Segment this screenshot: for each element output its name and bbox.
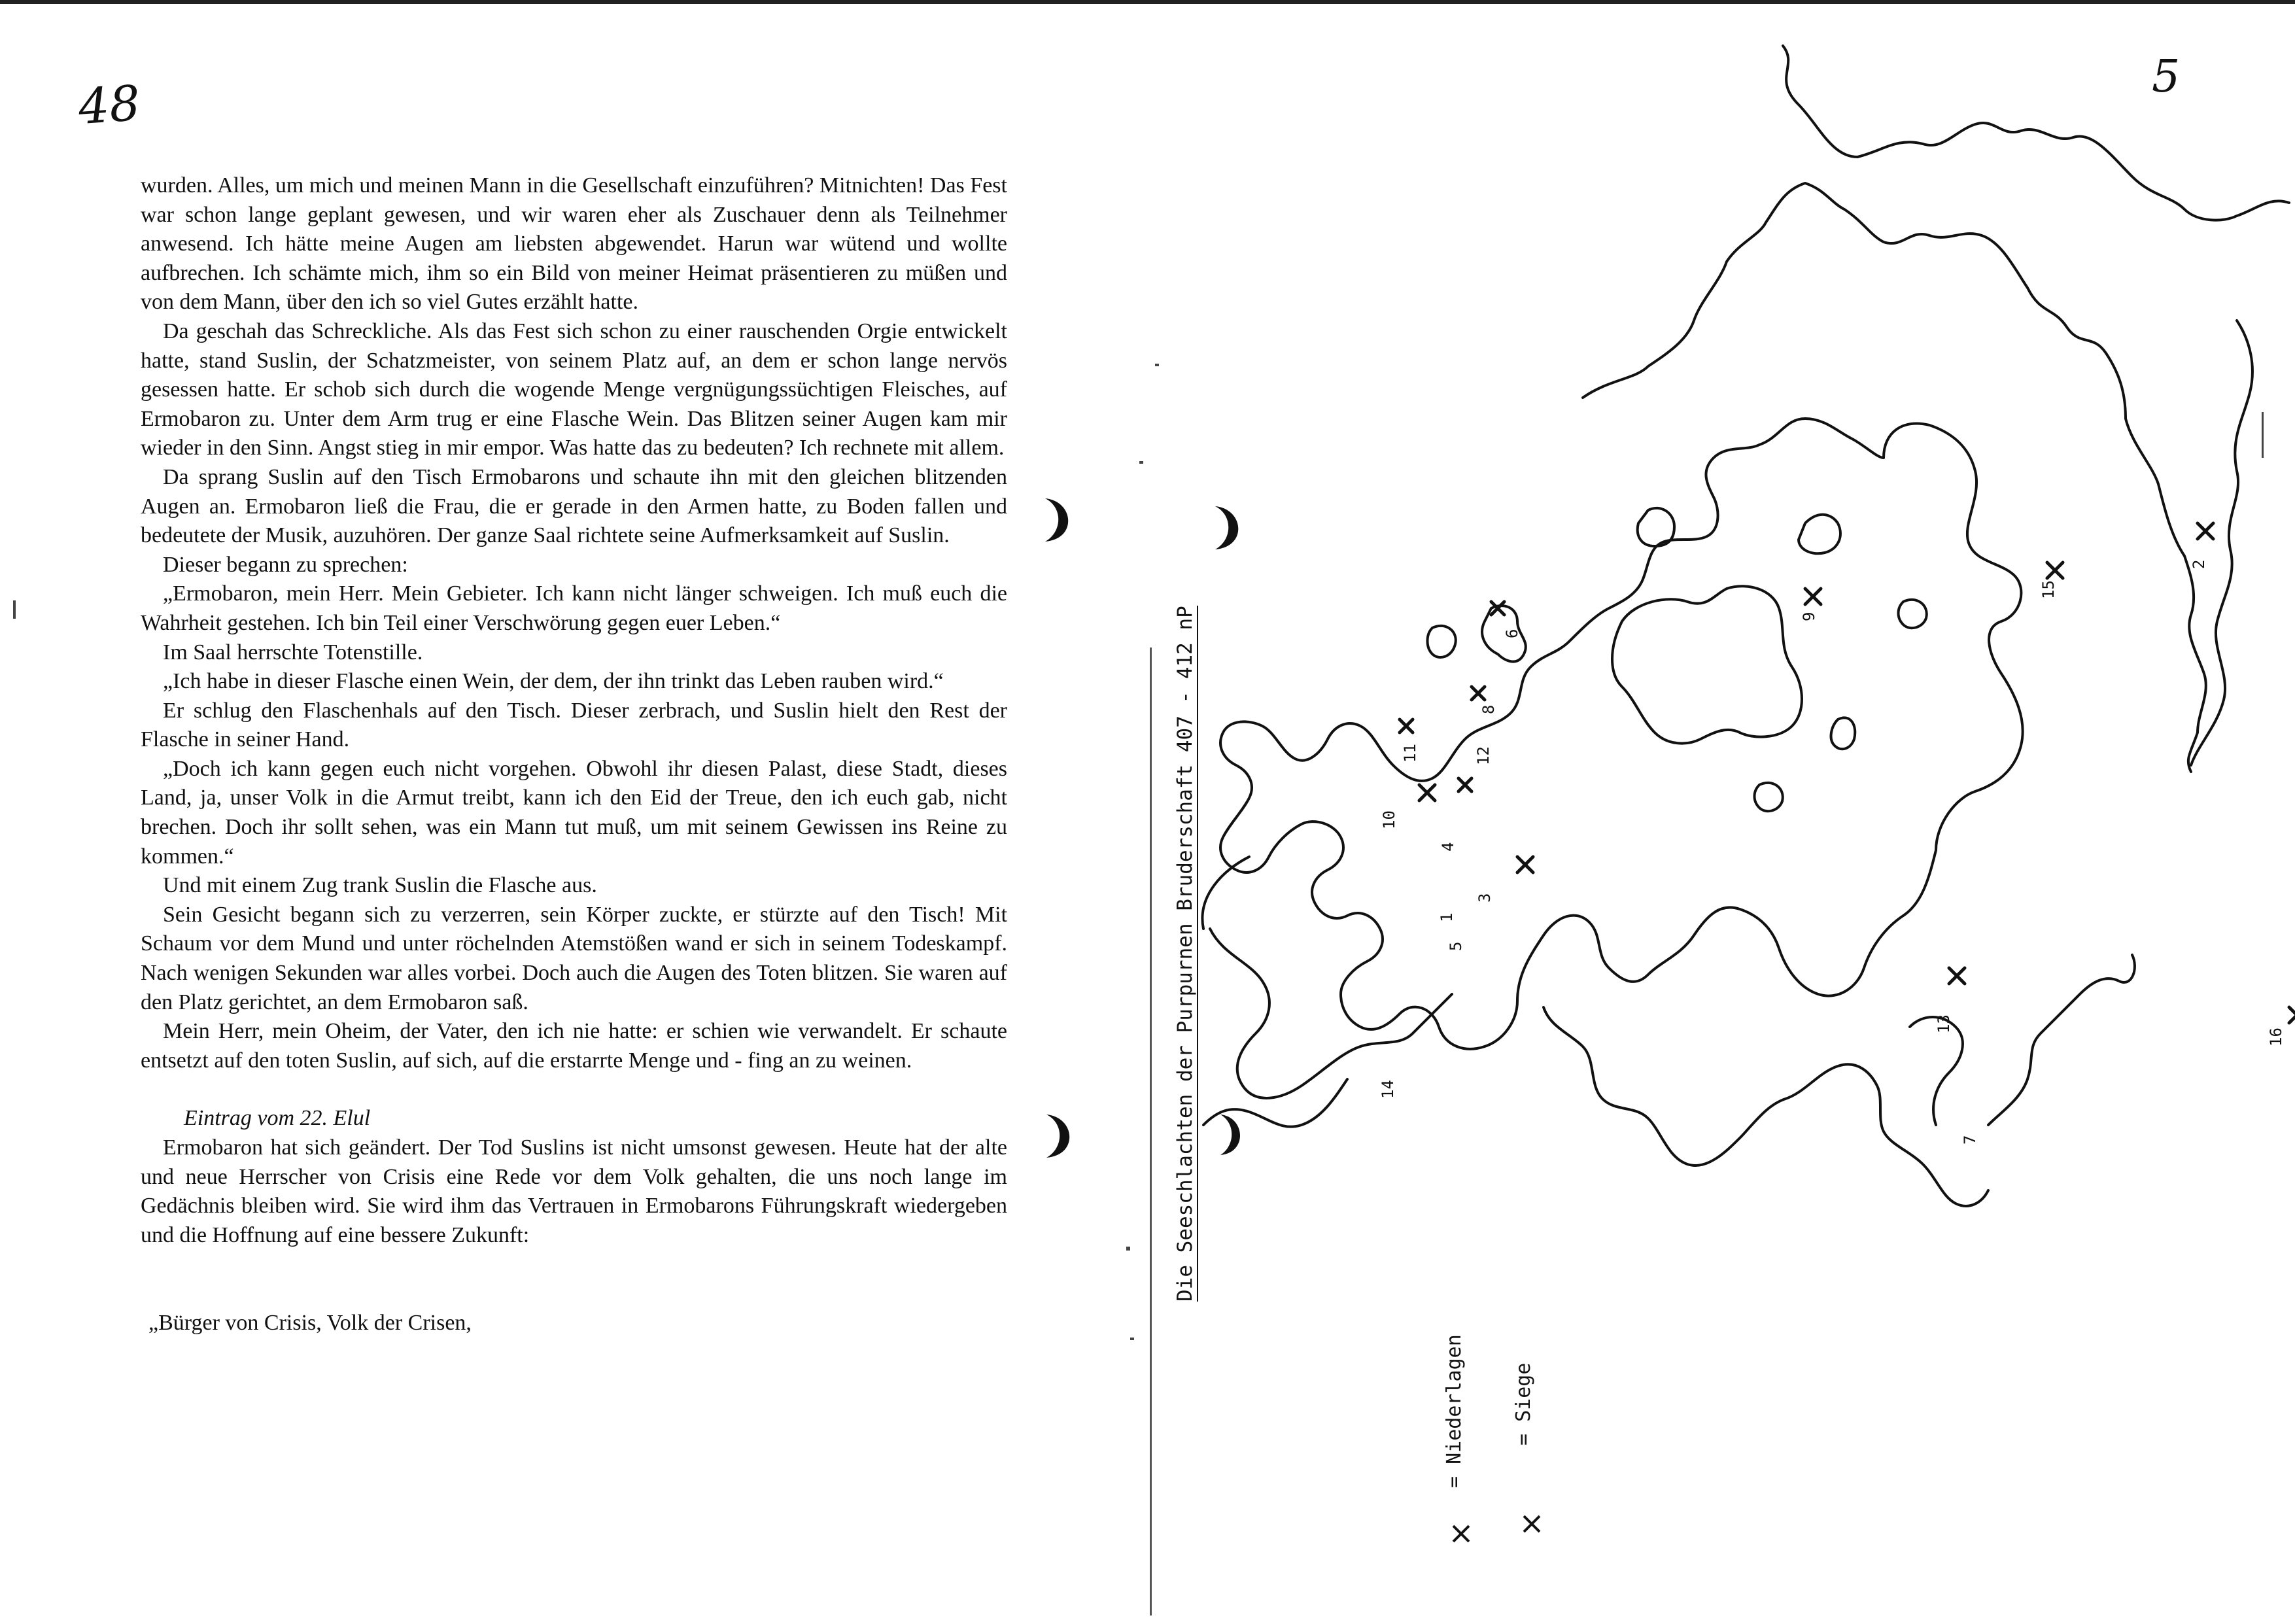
diary-entry-heading: Eintrag vom 22. Elul <box>184 1106 371 1131</box>
cross-icon <box>1472 687 1485 700</box>
cross-icon <box>1949 968 1965 984</box>
battle-label: 7 <box>1961 1135 1979 1145</box>
battle-label: 10 <box>1380 810 1398 829</box>
island <box>1831 717 1855 749</box>
cross-icon <box>2047 562 2063 578</box>
scan-speck <box>1126 1247 1130 1251</box>
island <box>1220 419 2023 1049</box>
battle-label: 15 <box>2039 580 2058 599</box>
scan-speck <box>1139 461 1143 464</box>
cross-icon <box>1419 785 1435 801</box>
coastline <box>1203 1079 1347 1127</box>
battle-label: 9 <box>1800 612 1818 621</box>
coastline <box>1583 183 2206 772</box>
naval-battles-map <box>1151 26 2295 1622</box>
cross-icon <box>2289 1007 2295 1023</box>
page-number-right: 5 <box>2152 51 2181 103</box>
text-paragraph: „Ermobaron, mein Herr. Mein Gebieter. Ich kann nicht länger schweigen. Ich muß euch die Wahrheit gestehen. Ich bin Teil einer Verschwörung gegen euer Leben.“ <box>141 581 1007 635</box>
scan-speck <box>13 600 16 619</box>
battle-label: 6 <box>1503 629 1521 638</box>
battle-label: 4 <box>1439 842 1457 852</box>
coastline <box>1210 929 1452 1098</box>
text-paragraph: Da geschah das Schreckliche. Als das Fest sich schon zu einer rauschenden Orgie entwickelt hatte, stand Suslin, der Schatzmeister, von seinem Platz auf, an dem er schon lange nervös gesessen hatte. Er schob sich durch die wogende Menge vergnügungssüchtigen Fleisches, auf Ermobaron zu. Unter dem Arm trug er eine Flasche Wein. Das Blitzen seiner Augen kam mir wieder in den Sinn. Angst stieg in mir empor. Was hatte das zu bedeuten? Ich rechnete mit allem. <box>141 319 1007 460</box>
coastline <box>1544 1007 1988 1206</box>
battle-label: 13 <box>1935 1014 1953 1033</box>
text-paragraph: Und mit einem Zug trank Suslin die Flasche aus. <box>163 873 597 898</box>
island <box>1799 515 1840 553</box>
text-paragraph: Er schlug den Flaschenhals auf den Tisch. Dieser zerbrach, und Suslin hielt den Rest der Flasche in seiner Hand. <box>141 698 1007 752</box>
map-title: Die Seeschlachten der Purpurnen Bruderschaft 407 - 412 nP <box>1173 606 1197 1302</box>
battle-label: 12 <box>1474 746 1493 765</box>
crescent-moon-icon <box>1041 1112 1080 1160</box>
text-paragraph: „Doch ich kann gegen euch nicht vorgehen. Obwohl ihr diesen Palast, diese Stadt, dieses Land, ja, unser Volk in die Armut treibt, kann ich den Eid der Treue, den ich euch gab, nicht brechen. Doch ihr sollt sehen, was ein Mann tut muß, um mit seinem Gewissen ins Reine zu kommen.“ <box>141 756 1007 869</box>
island <box>1638 508 1674 546</box>
text-paragraph: Sein Gesicht begann sich zu verzerren, sein Körper zuckte, er stürzte auf den Tisch! Mit Schaum vor dem Mund und unter röchelnden Atemstößen wand er sich in seinem Todeskampf. Nach wenigen Sekunden war alles vorbei. Doch auch die Augen des Toten blitzen. Sie waren auf den Platz gerichtet, an dem Ermobaron saß. <box>141 902 1007 1014</box>
legend-label-victories: = Siege <box>1512 1362 1535 1445</box>
text-paragraph: Mein Herr, mein Oheim, der Vater, den ich nie hatte: er schien wie verwandelt. Er schaute entsetzt auf den toten Suslin, auf sich, auf die erstarrte Menge und - fing an zu weinen. <box>141 1019 1007 1073</box>
battle-label: 8 <box>1479 704 1498 714</box>
scan-speck <box>1130 1338 1134 1340</box>
island <box>1612 586 1802 743</box>
island <box>1899 600 1927 628</box>
battle-label: 11 <box>1401 744 1419 763</box>
text-paragraph: Ermobaron hat sich geändert. Der Tod Suslins ist nicht umsonst gewesen. Heute hat der alte und neue Herrscher von Crisis eine Rede vor dem Volk gehalten, die uns noch lange im Gedächnis bleiben wird. Sie wird ihm das Vertrauen in Ermobarons Führungskraft wiedergeben und die Hoffnung auf eine bessere Zukunft: <box>141 1135 1007 1247</box>
battle-label: 2 <box>2190 559 2208 569</box>
text-paragraph: Dieser begann zu sprechen: <box>163 552 408 577</box>
battle-label: 16 <box>2267 1028 2285 1046</box>
crescent-moon-icon <box>1040 496 1079 544</box>
page-number-left: 48 <box>77 75 143 136</box>
cross-icon <box>2198 523 2213 539</box>
battle-number-labels <box>1379 560 2285 1145</box>
coastline <box>1988 955 2135 1125</box>
coastline <box>2191 320 2252 765</box>
cross-icon <box>1458 778 1472 791</box>
battle-label: 3 <box>1475 893 1494 903</box>
cross-icon <box>1400 719 1413 733</box>
battle-label: 14 <box>1379 1080 1397 1099</box>
coastline <box>1202 857 1249 929</box>
legend-label-defeats: = Niederlagen <box>1443 1334 1466 1488</box>
diary-text-column <box>141 171 1007 1338</box>
text-paragraph: „Ich habe in dieser Flasche einen Wein, der dem, der ihn trinkt das Leben rauben wird.“ <box>163 669 944 694</box>
island <box>1428 626 1456 657</box>
island <box>1755 783 1783 811</box>
text-paragraph: „Bürger von Crisis, Volk der Crisen, <box>148 1311 472 1336</box>
scan-top-edge <box>0 0 2295 4</box>
text-paragraph: Da sprang Suslin auf den Tisch Ermobarons und schaute ihn mit den gleichen blitzenden Augen an. Ermobaron ließ die Frau, die er gerade in den Armen hatte, zu Boden fallen und bedeutete der Musik, auzuhören. Der ganze Saal richtete seine Aufmerksamkeit auf Suslin. <box>141 464 1007 548</box>
battle-label: 5 <box>1447 941 1465 951</box>
cross-icon <box>1805 589 1821 604</box>
coastline <box>1783 46 2289 220</box>
battle-label: 1 <box>1438 912 1456 922</box>
cross-icon <box>1448 1521 1474 1547</box>
text-paragraph: wurden. Alles, um mich und meinen Mann in die Gesellschaft einzuführen? Mitnichten! Das Fest war schon lange geplant gewesen, und wir waren eher als Zuschauer denn als Teilnehmer anwesend. Ich hätte meine Augen am liebsten abgewendet. Harun war wütend und wollte aufbrechen. Ich schämte mich, ihm so ein Bild von meiner Heimat präsentieren zu müßen und von dem Mann, über den ich so viel Gutes erzählt hatte. <box>141 173 1007 315</box>
text-paragraph: Im Saal herrschte Totenstille. <box>163 640 423 665</box>
cross-icon <box>1517 857 1533 872</box>
cross-icon <box>1519 1511 1545 1537</box>
